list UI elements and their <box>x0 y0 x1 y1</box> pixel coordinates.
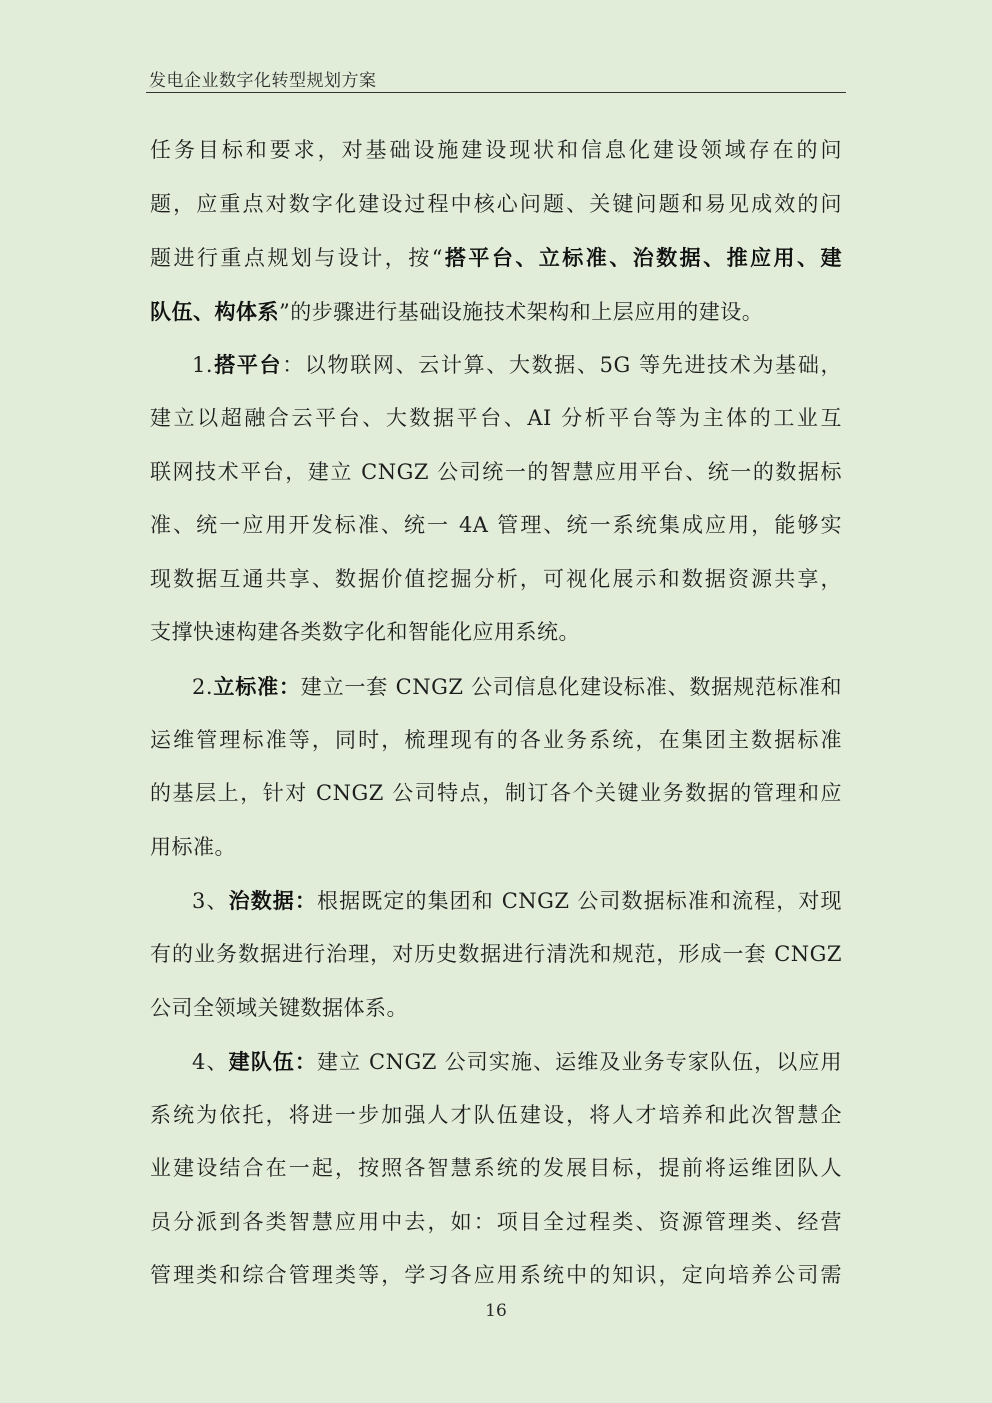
item-number: 1. <box>192 353 214 378</box>
item-title: 治数据： <box>228 888 318 914</box>
text-line: 的基层上，针对 CNGZ 公司特点，制订各个关键业务数据的管理和应 <box>150 781 842 806</box>
text-line: 管理类和综合管理类等，学习各应用系统中的知识，定向培养公司需 <box>150 1263 842 1288</box>
text-run: ：以物联网、云计算、大数据、5G 等先进技术为基础， <box>282 353 842 378</box>
page-number: 16 <box>485 1301 507 1321</box>
text-line: 公司全领域关键数据体系。 <box>150 995 408 1020</box>
text-line: 题，应重点对数字化建设过程中核心问题、关键问题和易见成效的问 <box>150 191 842 216</box>
text-run: 建立一套 CNGZ 公司信息化建设标准、数据规范标准和 <box>300 674 842 699</box>
document-body <box>150 124 842 1303</box>
paragraph-1-start <box>150 338 842 392</box>
paragraph-3-start <box>150 874 842 928</box>
item-number: 4、 <box>192 1050 229 1075</box>
text-line: 系统为依托，将进一步加强人才队伍建设，将人才培养和此次智慧企 <box>150 1102 842 1127</box>
item-title: 立标准： <box>213 673 301 699</box>
text-run: ”的步骤进行基础设施技术架构和上层应用的建设。 <box>279 299 764 324</box>
text-line: 联网技术平台，建立 CNGZ 公司统一的智慧应用平台、统一的数据标 <box>150 459 842 484</box>
running-header-title: 发电企业数字化转型规划方案 <box>149 71 377 91</box>
text-run: 题进行重点规划与设计，按“ <box>150 246 443 271</box>
text-line: 支撑快速构建各类数字化和智能化应用系统。 <box>150 620 580 645</box>
item-number: 2. <box>192 674 214 699</box>
bold-phrase: 队伍、构体系 <box>150 298 279 324</box>
text-run: 建立 CNGZ 公司实施、运维及业务专家队伍，以应用 <box>317 1050 842 1075</box>
item-number: 3、 <box>192 889 229 914</box>
text-line: 任务目标和要求，对基础设施建设现状和信息化建设领域存在的问 <box>150 138 842 162</box>
bold-phrase: 搭平台、立标准、治数据、推应用、建 <box>442 245 842 271</box>
text-line: 建立以超融合云平台、大数据平台、AI 分析平台等为主体的工业互 <box>150 405 842 430</box>
text-line: 用标准。 <box>150 834 236 859</box>
paragraph-4-start <box>150 1035 842 1089</box>
text-line: 运维管理标准等，同时，梳理现有的各业务系统，在集团主数据标准 <box>150 727 842 752</box>
text-run: 根据既定的集团和 CNGZ 公司数据标准和流程，对现 <box>317 889 842 914</box>
item-title: 建队伍： <box>228 1049 318 1075</box>
text-line: 业建设结合在一起，按照各智慧系统的发展目标，提前将运维团队人 <box>150 1156 842 1181</box>
text-line <box>150 285 842 339</box>
text-line <box>150 231 842 285</box>
paragraph-2-start <box>150 660 842 714</box>
text-line: 现数据互通共享、数据价值挖掘分析，可视化展示和数据资源共享， <box>150 566 842 591</box>
text-line: 员分派到各类智慧应用中去，如：项目全过程类、资源管理类、经营 <box>150 1209 842 1234</box>
item-title: 搭平台 <box>213 352 283 378</box>
header-rule <box>146 92 846 93</box>
text-line: 有的业务数据进行治理，对历史数据进行清洗和规范，形成一套 CNGZ <box>150 941 842 966</box>
text-line: 准、统一应用开发标准、统一 4A 管理、统一系统集成应用，能够实 <box>150 513 842 538</box>
